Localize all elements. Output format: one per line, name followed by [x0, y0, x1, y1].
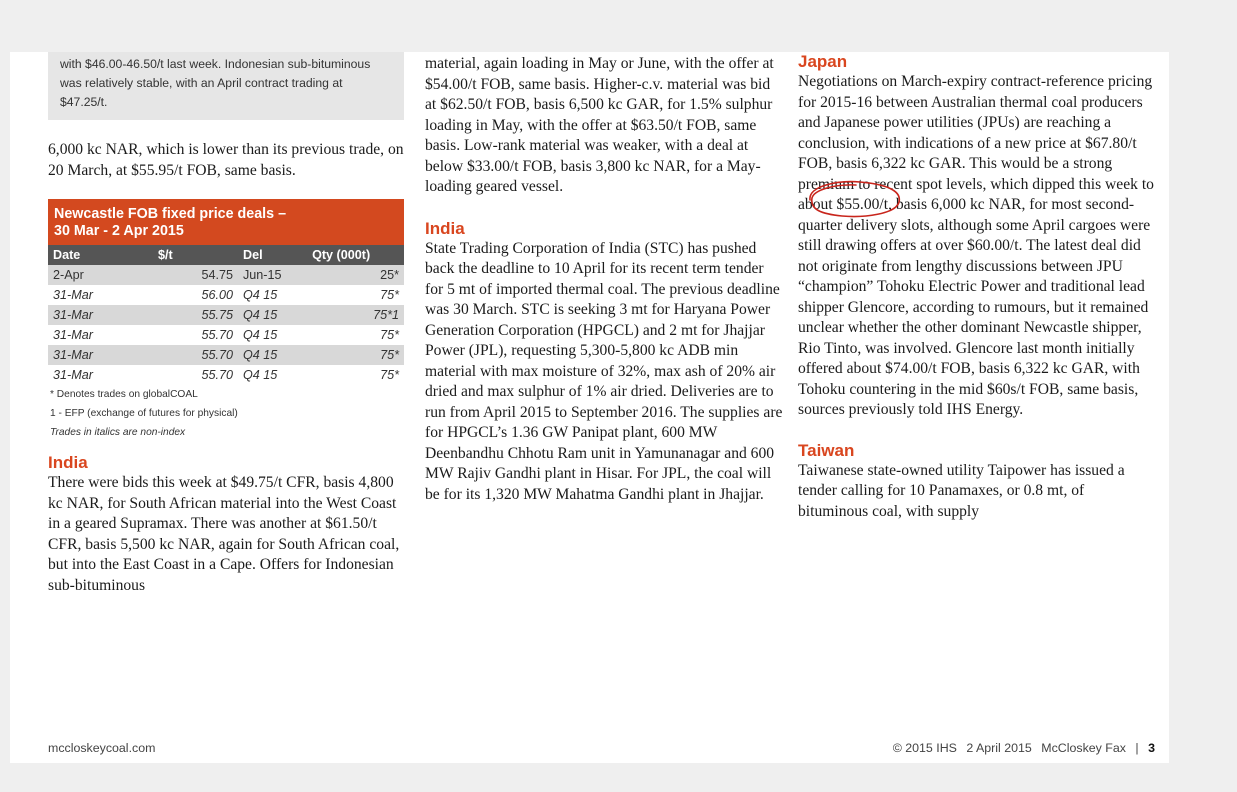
footer-publication: McCloskey Fax: [1041, 741, 1126, 755]
cell-qty: 75*: [380, 328, 399, 342]
cell-del: Q4 15: [238, 345, 307, 365]
section-heading-taiwan: Taiwan: [798, 440, 855, 460]
paragraph: Taiwanese state-owned utility Taipower has issued a tender calling for 10 Panamaxes, or 0.8 mt, of bituminous coal, with supply: [798, 461, 1125, 520]
footer-info: [887, 741, 1155, 755]
summary-text: with $46.00-46.50/t last week. Indonesian sub-bituminous was relatively stable, with an April contract trading at $47.25/t.: [60, 57, 371, 109]
cell-date: 31-Mar: [48, 305, 153, 325]
summary-box: [48, 52, 404, 120]
cell-qty: 75*: [307, 345, 404, 365]
cell-price: 54.75: [153, 265, 238, 285]
annotation-circle: [804, 176, 906, 220]
deals-table-block: [48, 199, 404, 442]
table-row: [48, 305, 404, 325]
cell-del: Jun-15: [238, 265, 307, 285]
paragraph: 6,000 kc NAR, which is lower than its previous trade, on 20 March, at $55.95/t FOB, same basis.: [48, 141, 404, 179]
cell-date: 31-Mar: [53, 368, 93, 382]
section-heading-india: India: [48, 453, 88, 472]
cell-date: 31-Mar: [48, 345, 153, 365]
cell-del: Q4 15: [243, 368, 278, 382]
table-header-row: [48, 245, 404, 265]
column-3: [798, 52, 1158, 522]
cell-price: 56.00: [201, 288, 233, 302]
deals-table: [48, 245, 404, 385]
paragraph: Negotiations on March-expiry contract-reference pricing for 2015-16 between Australian thermal coal producers and Japanese power utilities (JPUs) are reaching a conclusion, with indications of a new price at $67.80/t FOB, basis 6,322 kc GAR. This would be a strong premium to recent spot levels, which dipped this week to about $55.00/t, basis 6,000 kc NAR, for most second-quarter delivery slots, although some April cargoes were still drawing offers at over $60.00/t. The latest deal did not originate from lengthy discussions between JPU “champion” Tohoku Electric Power and traditional lead shipper Glencore, according to rumours, but it remained unclear whether the other dominant Newcastle shipper, Rio Tinto, was involved. Glencore last month initially offered about $74.00/t FOB, basis 6,322 kc GAR, with Tohoku countering in the mid $60s/t FOB, same basis, sources previously told IHS Energy.: [798, 73, 1154, 418]
footnote-globalcoal: * Denotes trades on globalCOAL: [50, 389, 198, 400]
cell-price: 55.75: [153, 305, 238, 325]
cell-qty: 25*: [307, 265, 404, 285]
section-heading-japan: Japan: [798, 52, 848, 71]
section-heading-india: India: [425, 218, 465, 238]
table-row: [48, 265, 404, 285]
column-2: [425, 52, 785, 505]
table-row: [48, 285, 404, 305]
cell-price: 55.70: [153, 345, 238, 365]
table-row: [48, 345, 404, 365]
header-price: $/t: [153, 245, 238, 265]
cell-price: 55.70: [201, 368, 233, 382]
cell-del: Q4 15: [243, 288, 278, 302]
cell-del: Q4 15: [243, 328, 278, 342]
cell-qty: 75*: [380, 368, 399, 382]
cell-qty: 75*1: [307, 305, 404, 325]
cell-qty: 75*: [380, 288, 399, 302]
header-del: Del: [238, 245, 307, 265]
table-title-line-1: Newcastle FOB fixed price deals –: [54, 206, 287, 222]
table-title: [48, 199, 404, 245]
paragraph: There were bids this week at $49.75/t CFR, basis 4,800 kc NAR, for South African material into the West Coast in a geared Supramax. There was another at $61.50/t CFR, basis 5,500 kc NAR, again for South African coal, but into the East Coast in a Cape. Offers for Indonesian sub-bituminous: [48, 474, 400, 594]
paragraph: State Trading Corporation of India (STC) has pushed back the deadline to 10 April for its recent term tender for 5 mt of imported thermal coal. The previous deadline was 30 March. STC is seeking 3 mt for Haryana Power Generation Corporation (HPGCL) and 2 mt for Jhajjar Power (JPL), requesting 5,300-5,800 kc ADB min material with max moisture of 32%, max ash of 20% air dried and max sulphur of 1% air dried. Deliveries are to run from April 2015 to September 2016. The supplies are for HPGCL’s 1.36 GW Panipat plant, 600 MW Deenbandhu Chhotu Ram unit in Yamunanagar and 600 MW Rajiv Gandhi plant in Hisar. For JPL, the coal will be for its 1,320 MW Mahatma Gandhi plant in Jhajjar.: [425, 239, 783, 503]
header-date: Date: [48, 245, 153, 265]
footer-copyright: © 2015 IHS: [892, 741, 957, 755]
header-qty: Qty (000t): [307, 245, 404, 265]
footer-site: mccloskeycoal.com: [48, 741, 156, 755]
footnote-efp: 1 - EFP (exchange of futures for physical): [50, 408, 238, 419]
cell-price: 55.70: [201, 328, 233, 342]
table-row: [48, 325, 404, 345]
document-page: [10, 52, 1169, 763]
cell-date: 31-Mar: [53, 328, 93, 342]
table-row: [48, 365, 404, 385]
table-title-line-2: 30 Mar - 2 Apr 2015: [54, 223, 184, 239]
footer-date: 2 April 2015: [966, 741, 1032, 755]
footer-separator: |: [1135, 741, 1139, 755]
cell-date: 2-Apr: [48, 265, 153, 285]
cell-del: Q4 15: [238, 305, 307, 325]
cell-date: 31-Mar: [53, 288, 93, 302]
page-number: 3: [1148, 741, 1155, 755]
footnote-italics: Trades in italics are non-index: [50, 427, 186, 438]
column-1: [48, 52, 404, 596]
paragraph: material, again loading in May or June, with the offer at $54.00/t FOB, same basis. Higher-c.v. material was bid at $62.50/t FOB, basis 6,500 kc GAR, for 1.5% sulphur loading in May, with the offer at $63.50/t FOB, same basis. Low-rank material was weaker, with a deal at below $33.00/t FOB, basis 3,800 kc NAR, for a May-loading geared vessel.: [425, 55, 774, 195]
